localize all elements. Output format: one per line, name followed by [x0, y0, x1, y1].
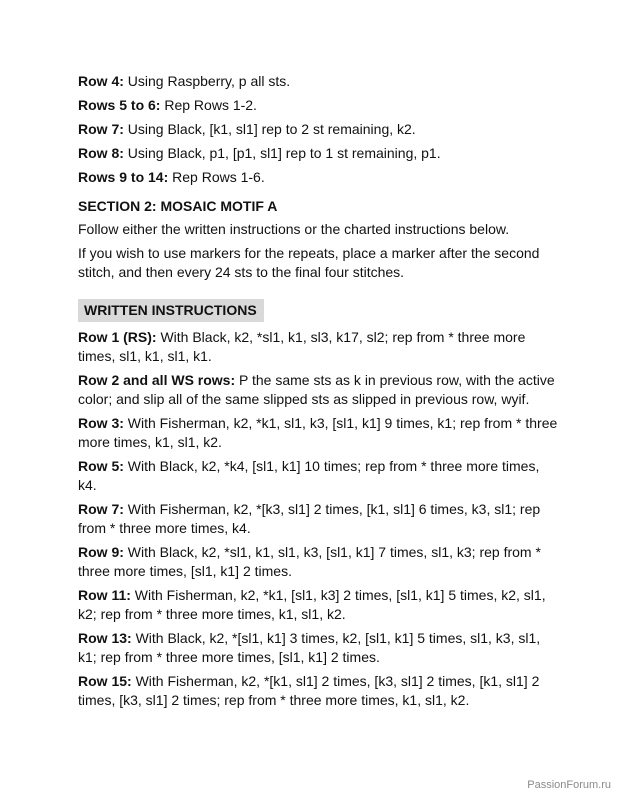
row-11: Row 11: With Fisherman, k2, *k1, [sl1, k3] 2 times, [sl1, k1] 5 times, k2, sl1, k2; rep from * three more times, k1, sl1, k2. — [78, 587, 546, 622]
written-instructions-heading: WRITTEN INSTRUCTIONS — [78, 299, 264, 322]
section-2-para-2: If you wish to use markers for the repeats, place a marker after the second stitch, and then every 24 sts to the final four stitches. — [78, 245, 540, 280]
row-13: Row 13: With Black, k2, *[sl1, k1] 3 times, k2, [sl1, k1] 5 times, sl1, k3, sl1, k1; rep from * three more times, [sl1, k1] 2 times. — [78, 630, 541, 665]
row-7: Row 7: Using Black, [k1, sl1] rep to 2 st remaining, k2. — [78, 121, 416, 137]
row-1: Row 1 (RS): With Black, k2, *sl1, k1, sl3, k17, sl2; rep from * three more times, sl1, k1, sl1, k1. — [78, 329, 526, 364]
row-8: Row 8: Using Black, p1, [p1, sl1] rep to 1 st remaining, p1. — [78, 145, 441, 161]
document-body — [78, 72, 558, 715]
row-15: Row 15: With Fisherman, k2, *[k1, sl1] 2 times, [k3, sl1] 2 times, [k1, sl1] 2 times, [k3, sl1] 2 times; rep from * three more times, k1, sl1, k2. — [78, 673, 540, 708]
section-2-para-1: Follow either the written instructions or the charted instructions below. — [78, 221, 510, 237]
row-7: Row 7: With Fisherman, k2, *[k3, sl1] 2 times, [k1, sl1] 6 times, k3, sl1; rep from * three more times, k4. — [78, 501, 541, 536]
top-rows — [78, 72, 558, 187]
row-4: Row 4: Using Raspberry, p all sts. — [78, 73, 291, 89]
watermark: PassionForum.ru — [527, 779, 611, 791]
written-rows — [78, 328, 558, 710]
row-9: Row 9: With Black, k2, *sl1, k1, sl1, k3, [sl1, k1] 7 times, sl1, k3; rep from * three more times, [sl1, k1] 2 times. — [78, 544, 541, 579]
row-3: Row 3: With Fisherman, k2, *k1, sl1, k3, [sl1, k1] 9 times, k1; rep from * three more times, k1, sl1, k2. — [78, 415, 558, 450]
rows-5-6: Rows 5 to 6: Rep Rows 1-2. — [78, 97, 257, 113]
row-2-ws: Row 2 and all WS rows: P the same sts as k in previous row, with the active color; and slip all of the same slipped sts as slipped in previous row, wyif. — [78, 372, 555, 407]
section-2-heading: SECTION 2: MOSAIC MOTIF A — [78, 198, 278, 214]
rows-9-14: Rows 9 to 14: Rep Rows 1-6. — [78, 169, 265, 185]
row-5: Row 5: With Black, k2, *k4, [sl1, k1] 10 times; rep from * three more times, k4. — [78, 458, 540, 493]
